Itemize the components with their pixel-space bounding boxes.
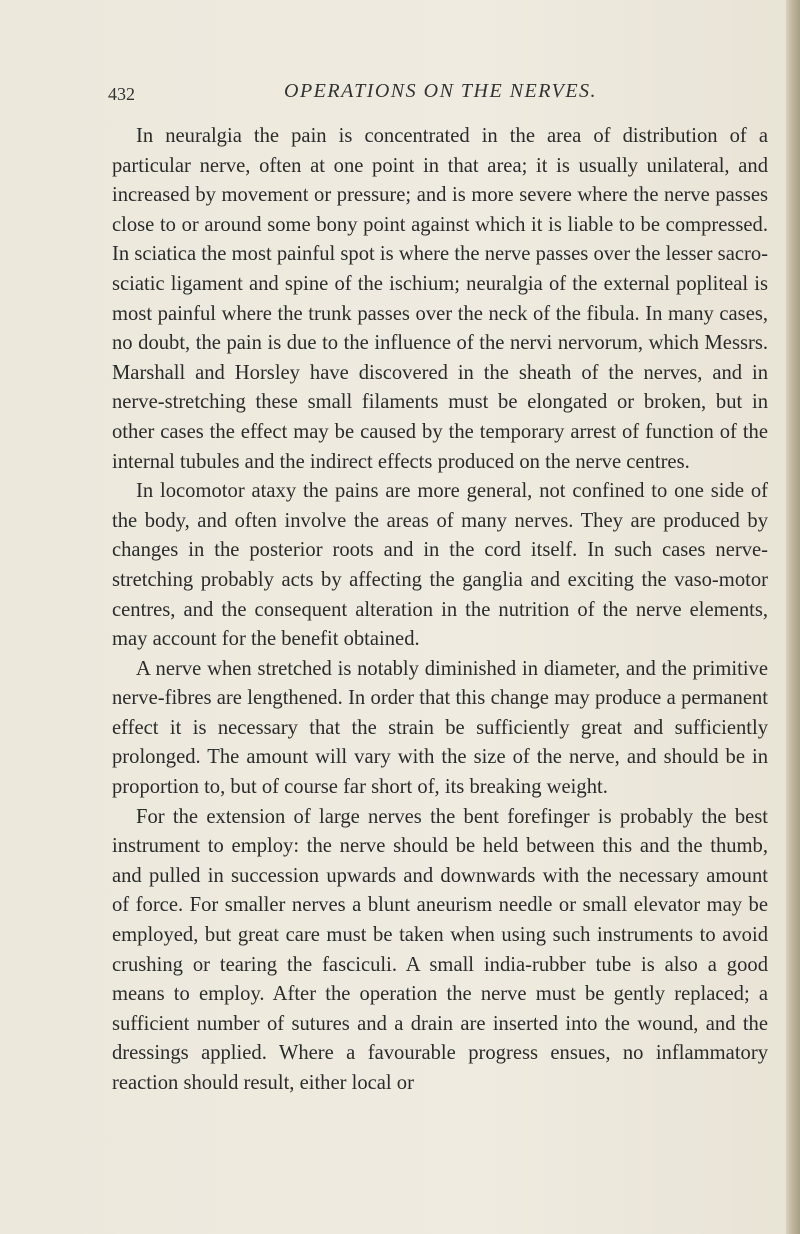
page-edge-shadow [786,0,800,1234]
running-head: OPERATIONS ON THE NERVES. [284,80,598,102]
paragraph-neuralgia: In neuralgia the pain is concentrated in the area of distribution of a particular nerve, often at one point in that area; it is usually unilateral, and increased by movement or pressure; and is more severe where the nerve passes close to or around some bony point against which it is liable to be compressed. In sciatica the most painful spot is where the nerve passes over the lesser sacro-sciatic ligament and spine of the ischium; neuralgia of the external popliteal is most painful where the trunk passes over the neck of the fibula. In many cases, no doubt, the pain is due to the influence of the nervi nervorum, which Messrs. Marshall and Horsley have discovered in the sheath of the nerves, and in nerve-stretching these small filaments must be elongated or broken, but in other cases the effect may be caused by the temporary arrest of function of the internal tubules and the indirect effects produced on the nerve centres. [112,125,768,473]
paragraph-locomotor-ataxy: In locomotor ataxy the pains are more general, not confined to one side of the body, and often involve the areas of many nerves. They are produced by changes in the posterior roots and in the cord itself. In such cases nerve-stretching probably acts by affecting the ganglia and exciting the vaso-motor centres, and the consequent alteration in the nutrition of the nerve elements, may account for the benefit obtained. [112,480,768,651]
body-text [112,122,768,1099]
page-header [108,80,788,110]
paragraph-extension-method: For the extension of large nerves the bent forefinger is probably the best instrument to employ: the nerve should be held between this and the thumb, and pulled in succession upwards and downwards with the necessary amount of force. For smaller nerves a blunt aneurism needle or small elevator may be employed, but great care must be taken when using such instruments to avoid crushing or tearing the fasciculi. A small india-rubber tube is also a good means to employ. After the operation the nerve must be gently replaced; a sufficient number of sutures and a drain are inserted into the wound, and the dressings applied. Where a favourable progress ensues, no inflammatory reaction should result, either local or [112,805,768,1094]
page-number: 432 [108,84,135,104]
paragraph-nerve-stretched: A nerve when stretched is notably diminished in diameter, and the primitive nerve-fibres are lengthened. In order that this change may produce a permanent effect it is necessary that the strain be sufficiently great and sufficiently prolonged. The amount will vary with the size of the nerve, and should be in proportion to, but of course far short of, its breaking weight. [112,657,768,799]
